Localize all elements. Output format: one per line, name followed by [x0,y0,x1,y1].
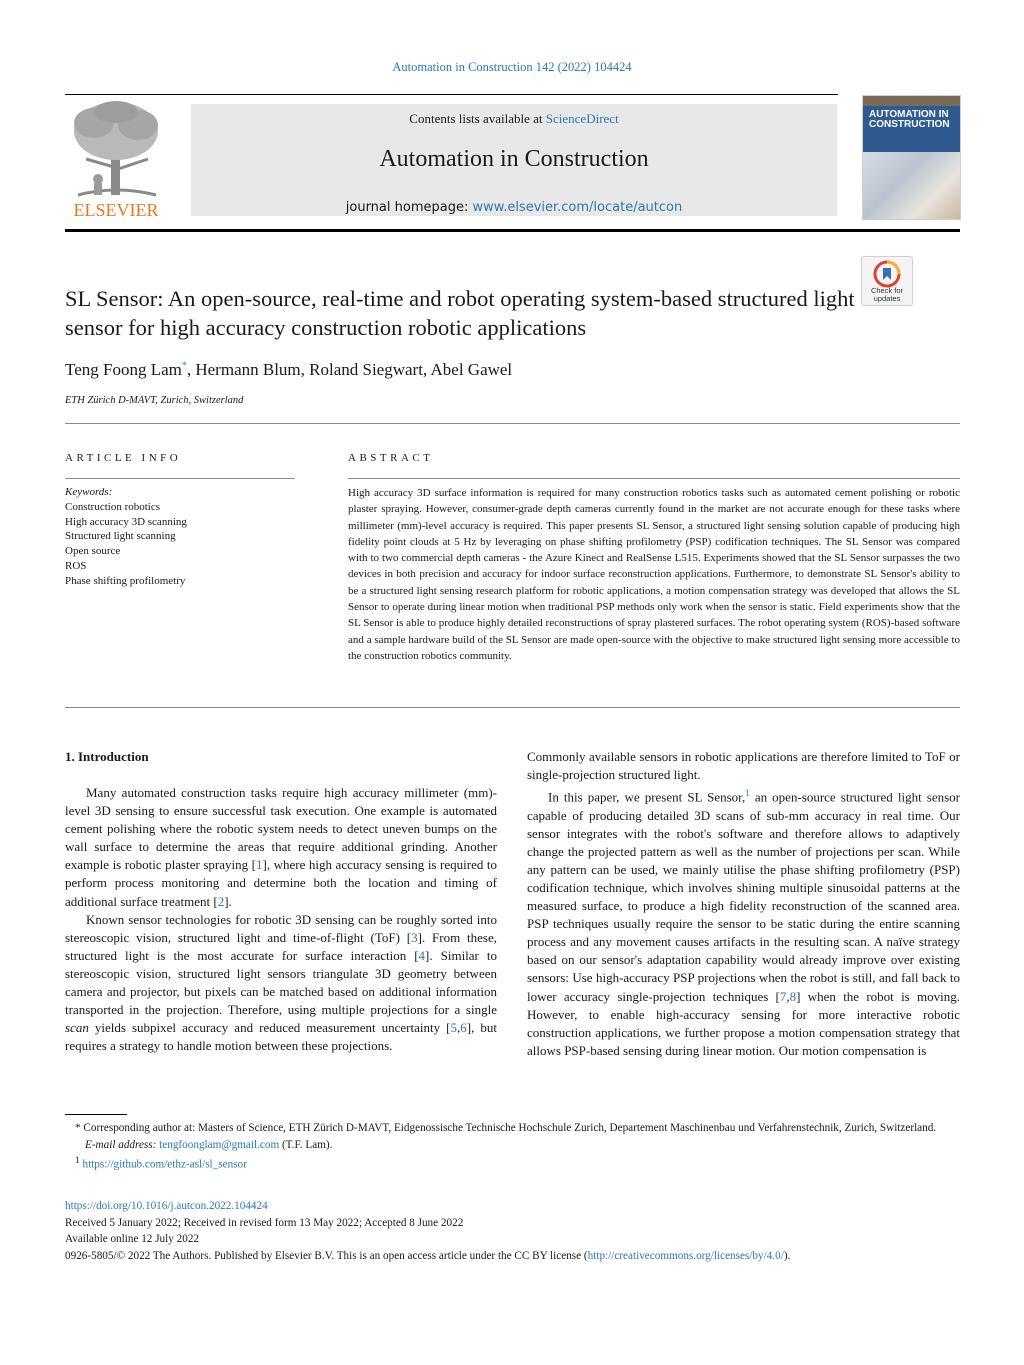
authors: Teng Foong Lam*, Hermann Blum, Roland Siegwart, Abel Gawel [65,360,513,379]
received-dates: Received 5 January 2022; Received in revised form 13 May 2022; Accepted 8 June 2022 [65,1216,464,1229]
corresponding-author-note: * Corresponding author at: Masters of Science, ETH Zürich D-MAVT, Eidgenossische Technische Hochschule Zurich, Departement Maschinenbau und Verfahrenstechnik, Zurich, Switzerland. [75,1122,937,1134]
elsevier-wordmark: ELSEVIER [73,200,159,220]
footnote-rule [65,1114,127,1115]
citation-link[interactable]: 8 [789,988,797,1004]
footnote-link[interactable]: 1 [745,788,750,799]
keywords-label: Keywords: [65,486,113,498]
keywords-list [65,485,295,589]
section-divider [65,423,960,424]
footnote-1: $^1$ https://github.com/ethz-asl/sl_sensor [75,1156,247,1171]
journal-header-box [191,104,837,216]
bookmark-icon [873,260,901,288]
elsevier-logo [64,97,168,221]
affiliation: ETH Zürich D-MAVT, Zurich, Switzerland [65,395,244,406]
keyword: High accuracy 3D scanning [65,515,187,528]
body-column-right [527,748,960,1060]
article-title: SL Sensor: An open-source, real-time and robot operating system-based structured light sensor for high accuracy construction robotic applications [65,286,855,340]
citation-link[interactable]: 7 [779,988,787,1004]
citation-link[interactable]: 6 [460,1020,467,1036]
email-link[interactable]: tengfoonglam@gmail.com [159,1138,280,1151]
paragraph-continued: Commonly available sensors in robotic applications are therefore limited to ToF or single-projection structured light. [527,749,960,783]
keyword: Construction robotics [65,500,161,513]
abstract-heading: ABSTRACT [348,452,434,464]
body-column-left [65,784,497,1055]
article-info-heading: ARTICLE INFO [65,452,182,464]
email-note: E-mail address: tengfoonglam@gmail.com (T.F. Lam). [85,1138,333,1151]
keyword: Open source [65,545,121,558]
license-line: 0926-5805/© 2022 The Authors. Published by Elsevier B.V. This is an open access article under the CC BY license (http://creativecommons.org/licenses/by/4.0/). [65,1249,791,1262]
paragraph: In this paper, we present SL Sensor,$^1$ an open-source structured light sensor capable of producing detailed 3D scans of sub-mm accuracy in real time. Our sensor integrates with the robot's software and therefore allows to adaptively change the projected pattern as well as the number of projections per scan. While any pattern can be used, we mainly utilise the phase shifting profilometry (PSP) codification technique, which involves shining multiple sinusoidal patterns at the measured surface, to produce a high fidelity reconstruction of the scanned area. PSP techniques usually require the sensor to be static during the entire scanning process and any movement causes artifacts in the resulting scan. A naïve strategy based on our sensor's adaptation capability would already improve over existing sensors: Use high-accuracy PSP projections when the robot is still, and fall back to lower accuracy single-projection techniques [7,8] when the robot is moving. However, to enable high-accuracy sensing for more interactive robotic construction applications, we further propose a motion compensation strategy that allows PSP-based sensing during linear motion. Our motion compensation is [527,788,960,1058]
journal-homepage-link[interactable]: www.elsevier.com/locate/autcon [472,200,683,215]
keyword: Structured light scanning [65,530,176,543]
footnotes [65,1120,960,1173]
contents-line: Contents lists available at ScienceDirect [409,111,619,126]
citation-link[interactable]: 3 [411,929,418,945]
journal-reference[interactable]: Automation in Construction 142 (2022) 104424 [392,60,632,74]
license-link[interactable]: http://creativecommons.org/licenses/by/4.0/ [587,1249,784,1262]
elsevier-tree-icon [64,97,168,221]
citation-link[interactable]: 4 [418,947,426,963]
sciencedirect-link[interactable]: ScienceDirect [545,111,619,126]
section-divider [65,707,960,708]
author-first[interactable]: Teng Foong Lam [65,360,182,379]
cover-title: AUTOMATION IN CONSTRUCTION [869,109,950,130]
publication-info [65,1198,965,1264]
section-heading-introduction: 1. Introduction [65,749,149,764]
abstract-rule [348,478,960,479]
citation-link[interactable]: 2 [217,893,225,909]
paragraph: Known sensor technologies for robotic 3D sensing can be roughly sorted into stereoscopic vision, structured light and time-of-flight (ToF) [3]. From these, structured light is the most accurate for surface interaction [4]. Similar to stereoscopic vision, structured light sensors triangulate 3D geometry between camera and projector, but pixels can be matched based on additional information transported in the projection. Therefore, using multiple projections for a single scan yields subpixel accuracy and reduced measurement uncertainty [5,6], but requires a strategy to handle motion between these projections. [65,911,497,1054]
doi-link[interactable]: https://doi.org/10.1016/j.autcon.2022.104424 [65,1200,268,1212]
paragraph: Many automated construction tasks require high accuracy millimeter (mm)-level 3D sensing to ensure successful task execution. One example is automated cement polishing where the robotic system needs to detect uneven bumps on the wall surface to determine the areas that require additional grinding. Another example is robotic plaster spraying [1], where high accuracy sensing is required to perform process monitoring and determine both the location and timing of additional surface treatment [2]. [65,785,497,909]
header-rule [65,94,838,95]
corresponding-author-mark[interactable]: * [181,360,187,372]
journal-title: Automation in Construction [379,146,649,172]
keyword: ROS [65,559,87,572]
homepage-line: journal homepage: www.elsevier.com/locate/autcon [345,200,683,215]
citation-link[interactable]: 5 [450,1020,457,1036]
article-info-rule [65,478,295,479]
check-updates-label: Check for updates [870,286,904,303]
journal-cover-image[interactable] [862,95,961,220]
abstract-text: High accuracy 3D surface information is required for many construction robotics tasks such as automated cement polishing or robotic plaster spraying. However, consumer-grade depth cameras currently found in the market are not accurate enough for these tasks where millimeter (mm)-level accuracy is required. This paper presents SL Sensor, a structured light sensing solution capable of producing high fidelity point clouds at 5 Hz by leveraging on phase shifting profilometry (PSP) codification techniques. The SL Sensor was compared with to two commercial depth cameras - the Azure Kinect and RealSense L515. Experiments showed that the SL Sensor surpasses the two devices in both precision and accuracy for indoor surface reconstruction applications. Furthermore, to demonstrate SL Sensor's ability to be a structured light sensing research platform for robotic applications, a motion compensation strategy was developed that allows the SL Sensor to operate during linear motion when traditional PSP methods only work when the sensor is static. Field experiments show that the SL Sensor is able to produce highly detailed reconstructions of spray plastered surfaces. The robot operating system (ROS)-based software and a sample hardware build of the SL Sensor are made open-source with the objective to make structured light sensing more accessible to the construction robotics community. [348,487,960,662]
github-link[interactable]: https://github.com/ethz-asl/sl_sensor [82,1158,247,1171]
header-rule-thick [65,229,960,232]
available-online: Available online 12 July 2022 [65,1233,200,1245]
citation-link[interactable]: 1 [255,857,263,873]
check-for-updates-button[interactable] [861,256,913,306]
keyword: Phase shifting profilometry [65,574,186,587]
